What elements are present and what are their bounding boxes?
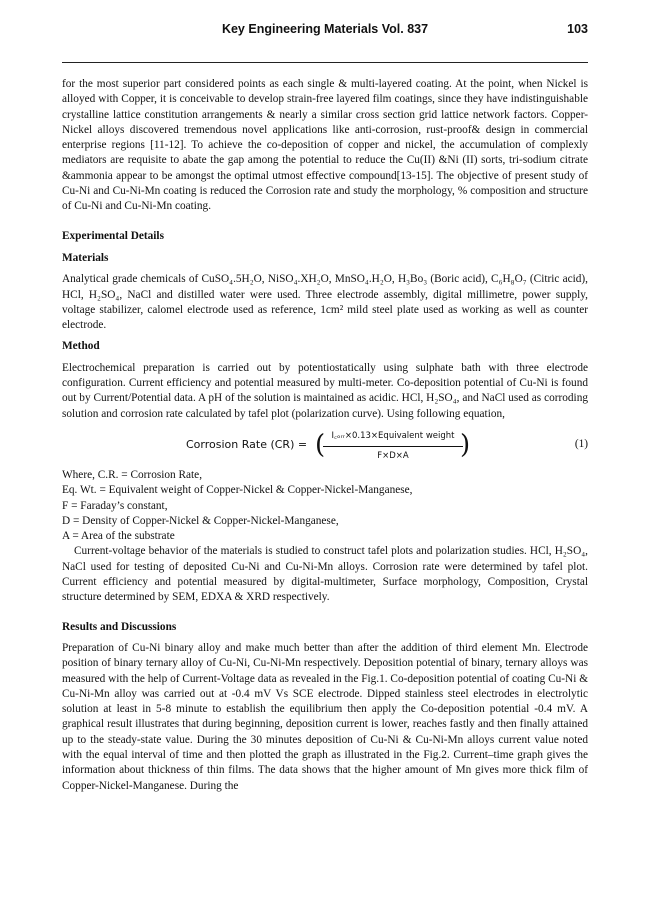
current-voltage-paragraph: Current-voltage behavior of the materials is studied to construct tafel plots and polarization studies. HCl, H₂SO₄, NaCl used for testing of deposited Cu-Ni and Cu-Ni-Mn alloys. Corrosion rate were determined by tafel plot. Current efficiency and potential measured by digital-multimeter, Surface morphology, Composition, Crystal structure determined by SEM, EDXA & XRD respectively. [62,545,588,604]
experimental-heading: Experimental Details [62,229,164,242]
definition-item: Where, C.R. = Corrosion Rate, [62,468,203,481]
intro-paragraph: for the most superior part considered points as each single & multi-layered coating. At the point, when Nickel is alloyed with Copper, it is conceivable to develop strain-free layered film coatings, since they have indistinguishable crystalline lattice constitution arrangements & nearly a similar cross section grid lattice network factors. Copper-Nickel alloys discovered tremendous novel applications like anti-corrosion, rust-proof& design in commercial enterprise regions [11-12]. To achieve the co-deposition of copper and nickel, the accumulation of complexly mediators are requisite to abate the gap among the potential to reduce the Cu(II) &Ni (II) sorts, tri-sodium citrate &ammonia appear to be amongst the optimal utmost effective compound[13-15]. The objective of present study of Cu-Ni and Cu-Ni-Mn coating is reduced the Corrosion rate and study the morphology, % composition and structure of Cu-Ni and Cu-Ni-Mn coating. [62,78,588,213]
results-paragraph: Preparation of Cu-Ni binary alloy and make much better than after the addition of third element Mn. Electrode position of binary ternary alloy of Cu-Ni, Cu-Ni-Mn respectively. Deposition potential of binary, ternary alloys was measured with the help of Current-Voltage data as revealed in the Fig.1. Co-deposition potential of coating Cu-Ni & Cu-Ni-Mn alloy was carried out at -0.4 mV Vs SCE electrode. Dipped stainless steel electrodes in electrolytic solution at least in 5-8 minute to establish the equilibrium then apply the Co-deposition potential -0.4 mV. A graphical result illustrates that during beginning, deposition current is lower, reaches fastly and then finally attained up to the steady-state value. During the 30 minutes deposition of Cu-Ni & Cu-Ni-Mn alloys current value noted with the equal interval of time and then plotted the graph as illustrated in the Fig.2. Current–time graph gives the information about thickness of thin films. The data shows that the higher amount of Mn gives more thick film of Copper-Nickel-Manganese. During the [62,641,588,792]
equation-denominator: F×D×A [377,451,409,462]
equation-numerator: I꜀ₒᵣᵣ×0.13×Equivalent weight [323,429,463,447]
definition-item: A = Area of the substrate [62,530,175,543]
right-paren: ) [460,429,471,460]
definition-item: F = Faraday’s constant, [62,499,168,512]
definition-item: D = Density of Copper-Nickel & Copper-Nickel-Manganese, [62,514,339,527]
page-number: 103 [567,22,588,36]
materials-paragraph: Analytical grade chemicals of CuSO₄.5H₂O, NiSO₄.XH₂O, MnSO₄.H₂O, H₃Bo₃ (Boric acid), C₆H₈O₇ (Citric acid), HCl, H₂SO₄, NaCl and distilled water were used. Three electrode assembly, digital millimetre, power supply, voltage stabilizer, calomel electrode used as reference, 1cm² mild steel plate used as working as well as counter electrode. [62,273,588,332]
materials-heading: Materials [62,251,109,264]
method-paragraph: Electrochemical preparation is carried out by potentiostatically using sulphate bath with three electrode configuration. Current efficiency and potential measured by multi-meter. Co-deposition potential of Cu-Ni is found out by Current/Potential data. A pH of the solution is maintained as acidic. HCl, H₂SO₄, and NaCl used as corroding solution and corrosion rate calculated by tafel plot (polarization curve). Using following equation, [62,361,588,420]
equation-fraction [323,429,463,465]
results-heading: Results and Discussions [62,620,177,633]
definition-item: Eq. Wt. = Equivalent weight of Copper-Nickel & Copper-Nickel-Manganese, [62,484,413,497]
running-header [0,22,650,42]
equation-number: (1) [574,437,588,450]
method-heading: Method [62,340,100,353]
definitions-list [62,468,588,544]
corrosion-rate-equation [62,428,588,464]
left-paren: ( [315,429,326,460]
page-body [62,77,588,794]
header-rule [62,62,588,63]
journal-title: Key Engineering Materials Vol. 837 [221,22,429,36]
equation-lhs: Corrosion Rate (CR) = [186,437,308,451]
